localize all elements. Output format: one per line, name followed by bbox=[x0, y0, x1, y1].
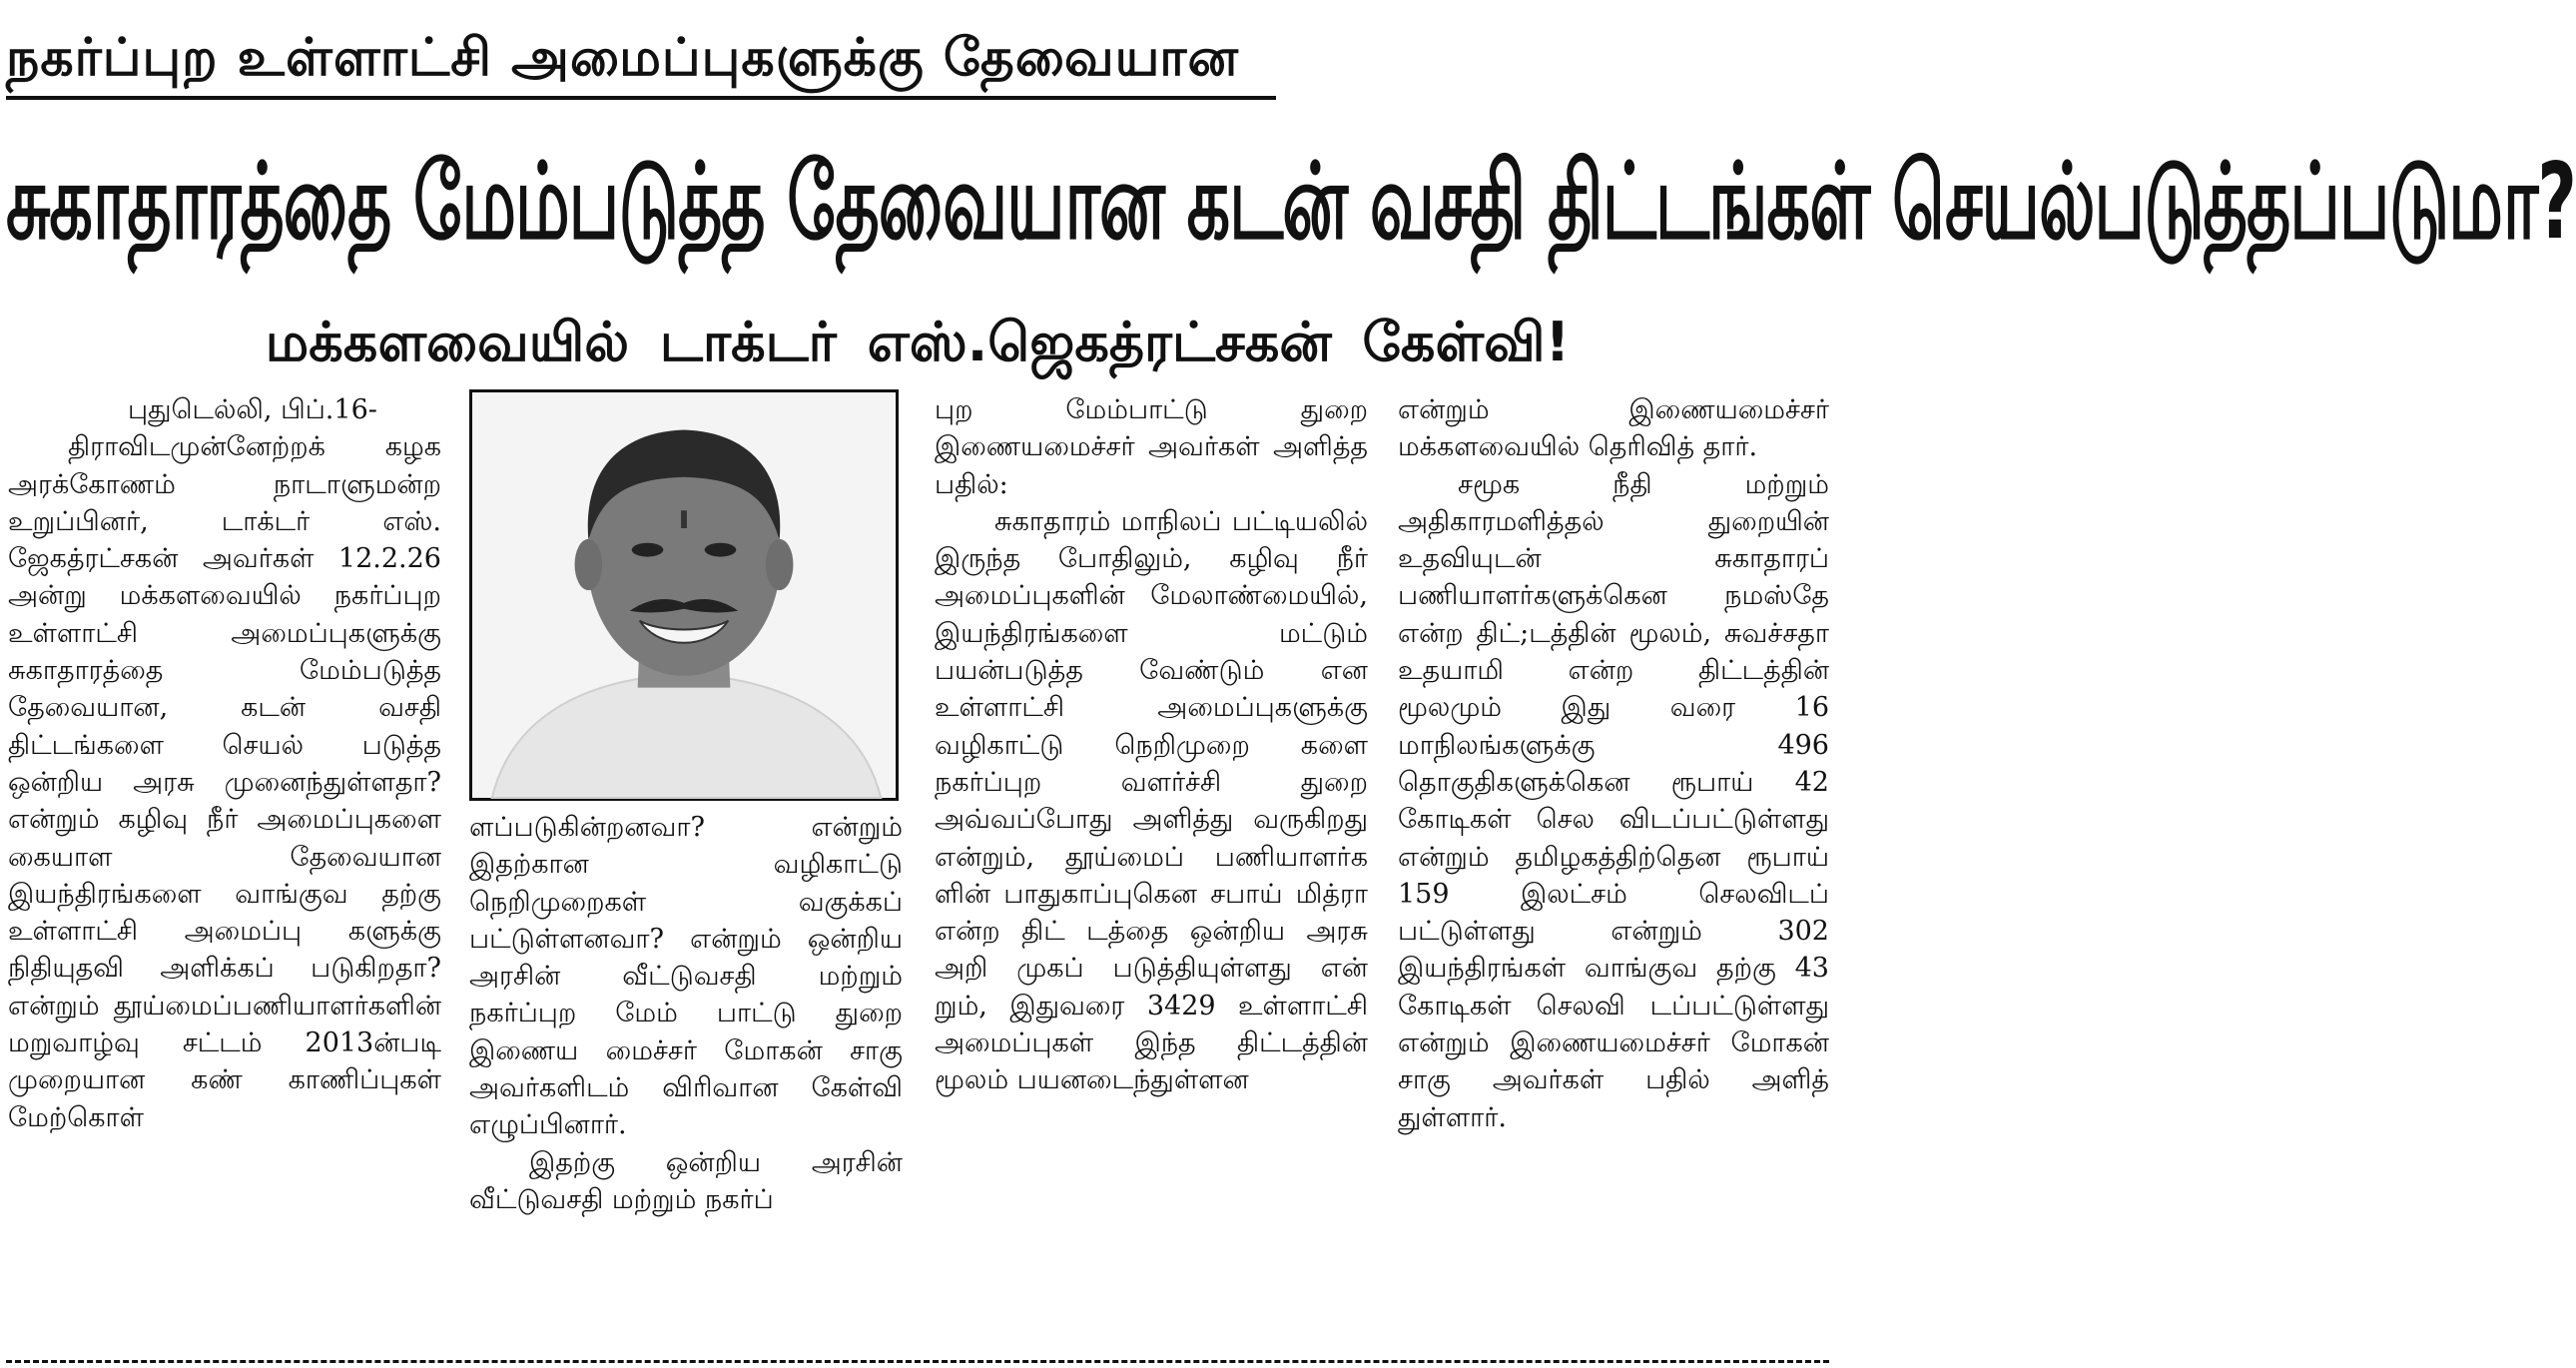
paragraph: திராவிடமுன்னேற்றக் கழக அரக்கோணம் நாடாளுமன்ற உறுப்பினர், டாக்டர் எஸ். ஜேகத்ரட்சகன் அவர்கள் 12.2.26 அன்று மக்களவையில் நகர்ப்புற உள்ளாட்சி அமைப்புகளுக்கு சுகாதாரத்தை மேம்படுத்த தேவையான, கடன் வசதி திட்டங்களை செயல் படுத்த ஒன்றிய அரசு முனைந்துள்ளதா? என்றும் கழிவு நீர் அமைப்புகளை கையாள தேவையான இயந்திரங்களை வாங்குவ தற்கு உள்ளாட்சி அமைப்பு களுக்கு நிதியுதவி அளிக்கப் படுகிறதா? என்றும் தூய்மைப்பணியாளர்களின் மறுவாழ்வு சட்டம் 2013ன்படி முறையான கண் காணிப்புகள் மேற்கொள் bbox=[8, 431, 441, 1133]
portrait-photo bbox=[469, 389, 899, 801]
article-headline: சுகாதாரத்தை மேம்படுத்த தேவையான கடன் வசதி திட்டங்கள் செயல்படுத்தப்படுமா? bbox=[6, 142, 2576, 265]
dateline: புதுடெல்லி, பிப்.16- bbox=[128, 394, 377, 425]
paragraph: சமூக நீதி மற்றும் அதிகாரமளித்தல் துறையின் உதவியுடன் சுகாதாரப் பணியாளர்களுக்கென நமஸ்தே என்ற திட்;டத்தின் மூலம், சுவச்சதா உதயாமி என்ற திட்டத்தின் மூலமும் இது வரை 16 மாநிலங்களுக்கு 496 தொகுதிகளுக்கென ரூபாய் 42 கோடிகள் செல விடப்பட்டுள்ளது என்றும் தமிழகத்திற்தென ரூபாய் 159 இலட்சம் செலவிடப் பட்டுள்ளது என்றும் 302 இயந்திரங்கள் வாங்குவ தற்கு 43 கோடிகள் செலவி டப்பட்டுள்ளது என்றும் இணையமைச்சர் மோகன் சாகு அவர்கள் பதில் அளித் துள்ளார். bbox=[1398, 468, 1829, 1133]
paragraph: என்றும் இணையமைச்சர் மக்களவையில் தெரிவித் தார். bbox=[1398, 394, 1829, 463]
article-kicker: நகர்ப்புற உள்ளாட்சி அமைப்புகளுக்கு தேவையான bbox=[6, 28, 1239, 88]
paragraph: சுகாதாரம் மாநிலப் பட்டியலில் இருந்த போதிலும், கழிவு நீர் அமைப்புகளின் மேலாண்மையில், இயந்திரங்களை மட்டும் பயன்படுத்த வேண்டும் என உள்ளாட்சி அமைப்புகளுக்கு வழிகாட்டு நெறிமுறை களை நகர்ப்புற வளர்ச்சி துறை அவ்வப்போது அளித்து வருகிறது என்றும், தூய்மைப் பணியாளர்க ளின் பாதுகாப்புகென சபாய் மித்ரா என்ற திட் டத்தை ஒன்றிய அரசு அறி முகப் படுத்தியுள்ளது என் றும், இதுவரை 3429 உள்ளாட்சி அமைப்புகள் இந்த திட்டத்தின் மூலம் பயனடைந்துள்ளன bbox=[935, 505, 1368, 1096]
article-subheadline: மக்களவையில் டாக்டர் எஸ்.ஜெகத்ரட்சகன் கேள்வி! bbox=[265, 311, 1571, 373]
article-column-4 bbox=[1398, 391, 1829, 1350]
bottom-dashed-divider bbox=[6, 1360, 1829, 1363]
article-column-2 bbox=[469, 809, 903, 1350]
paragraph: ளப்படுகின்றனவா? என்றும் இதற்கான வழிகாட்டு நெறிமுறைகள் வகுக்கப் பட்டுள்ளனவா? என்றும் ஒன்றிய அரசின் வீட்டுவசதி மற்றும் நகர்ப்புற மேம் பாட்டு துறை இணைய மைச்சர் மோகன் சாகு அவர்களிடம் விரிவான கேள்வி எழுப்பினார். bbox=[469, 812, 903, 1141]
article-column-1 bbox=[8, 391, 441, 1350]
portrait-icon bbox=[472, 392, 896, 798]
article-column-3 bbox=[935, 391, 1368, 1350]
paragraph: இதற்கு ஒன்றிய அரசின் வீட்டுவசதி மற்றும் நகர்ப் bbox=[469, 1146, 903, 1215]
paragraph: புற மேம்பாட்டு துறை இணையமைச்சர் அவர்கள் அளித்த பதில்: bbox=[935, 394, 1368, 500]
